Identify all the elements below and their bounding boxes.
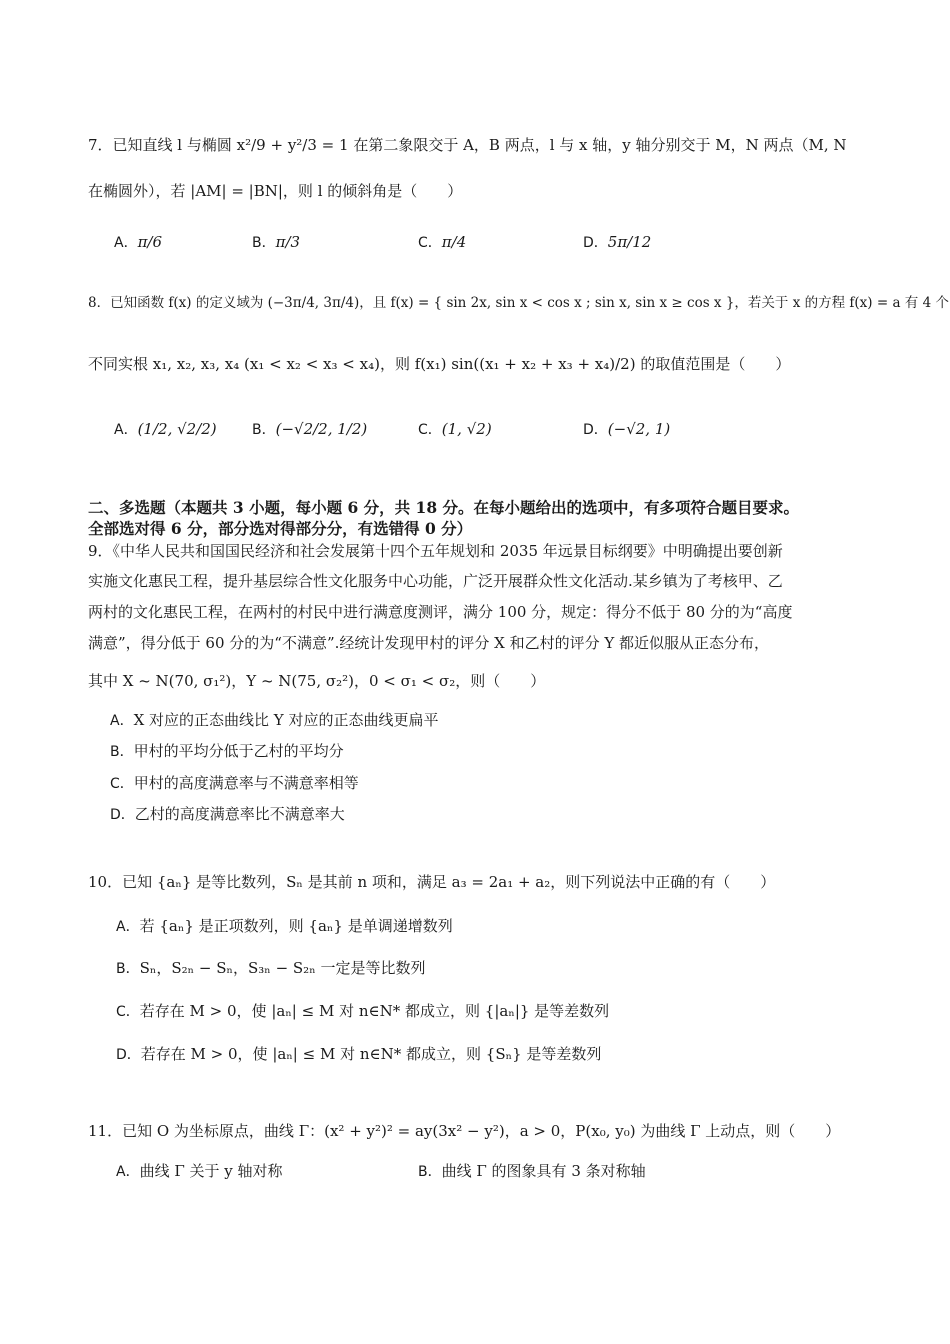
q9-stem-line2: 实施文化惠民工程，提升基层综合性文化服务中心功能，广泛开展群众性文化活动.某乡镇为了考核甲、乙 bbox=[88, 572, 783, 590]
q11-option-b bbox=[418, 1160, 646, 1183]
option-text: 曲线 Γ 关于 y 轴对称 bbox=[139, 1162, 283, 1180]
q9-option-d bbox=[110, 803, 345, 826]
option-label: A． bbox=[114, 235, 138, 251]
option-text: Sₙ，S₂ₙ − Sₙ，S₃ₙ − S₂ₙ 一定是等比数列 bbox=[139, 959, 426, 977]
q10-option-c bbox=[116, 1000, 609, 1023]
option-text: 甲村的平均分低于乙村的平均分 bbox=[133, 742, 344, 760]
q8-stem-line1: 8．已知函数 f(x) 的定义域为 (−3π/4, 3π/4)，且 f(x) = { sin 2x, sin x < cos x ; sin x, sin x ≥ cos x }，若关于 x 的方程 f(x) = a 有 4 个 bbox=[88, 295, 949, 311]
q10-option-d bbox=[116, 1043, 601, 1066]
q8-option-d bbox=[583, 418, 670, 441]
q8-option-c bbox=[418, 418, 492, 441]
option-label: B． bbox=[252, 422, 276, 438]
option-value: (−√2/2, 1/2) bbox=[275, 420, 368, 438]
option-label: B． bbox=[418, 1164, 442, 1180]
option-text: 若 {aₙ} 是正项数列，则 {aₙ} 是单调递增数列 bbox=[139, 917, 453, 935]
q10-option-b bbox=[116, 957, 425, 980]
option-text: 甲村的高度满意率与不满意率相等 bbox=[133, 774, 359, 792]
option-label: A． bbox=[116, 919, 140, 935]
option-label: D． bbox=[583, 422, 608, 438]
option-value: (1, √2) bbox=[441, 420, 492, 438]
q7-option-b bbox=[252, 231, 300, 254]
section-heading-line2: 全部选对得 6 分，部分选对得部分分，有选错得 0 分） bbox=[88, 519, 473, 538]
q8-option-a bbox=[114, 418, 217, 441]
q8-option-b bbox=[252, 418, 367, 441]
q7-stem-line2: 在椭圆外），若 |AM| = |BN|，则 l 的倾斜角是（ ） bbox=[88, 182, 463, 200]
q9-stem-line5: 其中 X ~ N(70, σ₁²)，Y ~ N(75, σ₂²)，0 < σ₁ < σ₂，则（ ） bbox=[88, 672, 546, 690]
q7-option-a bbox=[114, 231, 162, 254]
option-label: D． bbox=[110, 807, 135, 823]
option-text: 若存在 M > 0，使 |aₙ| ≤ M 对 n∈N* 都成立，则 {Sₙ} 是等差数列 bbox=[140, 1045, 602, 1063]
option-label: C． bbox=[418, 422, 442, 438]
option-text: 若存在 M > 0，使 |aₙ| ≤ M 对 n∈N* 都成立，则 {|aₙ|} 是等差数列 bbox=[139, 1002, 610, 1020]
option-label: B． bbox=[116, 961, 140, 977]
option-label: A． bbox=[110, 713, 134, 729]
q7-option-c bbox=[418, 231, 466, 254]
option-label: B． bbox=[110, 744, 134, 760]
section-heading-line1: 二、多选题（本题共 3 小题，每小题 6 分，共 18 分。在每小题给出的选项中，有多项符合题目要求。 bbox=[88, 498, 800, 517]
q9-stem-line3: 两村的文化惠民工程，在两村的村民中进行满意度测评，满分 100 分，规定：得分不低于 80 分的为“高度 bbox=[88, 603, 793, 621]
q9-option-c bbox=[110, 772, 359, 795]
option-value: π/6 bbox=[137, 233, 163, 251]
q11-stem: 11．已知 O 为坐标原点，曲线 Γ：(x² + y²)² = ay(3x² − y²)，a > 0，P(x₀, y₀) 为曲线 Γ 上动点，则（ ） bbox=[88, 1122, 841, 1140]
q7-option-d bbox=[583, 231, 651, 254]
option-text: X 对应的正态曲线比 Y 对应的正态曲线更扁平 bbox=[133, 711, 439, 729]
q7-stem-line1: 7．已知直线 l 与椭圆 x²/9 + y²/3 = 1 在第二象限交于 A，B 两点，l 与 x 轴，y 轴分别交于 M，N 两点（M, N bbox=[88, 136, 847, 154]
option-value: (1/2, √2/2) bbox=[137, 420, 217, 438]
option-text: 曲线 Γ 的图象具有 3 条对称轴 bbox=[441, 1162, 646, 1180]
option-label: D． bbox=[583, 235, 608, 251]
q9-option-a bbox=[110, 709, 438, 732]
q9-stem-line4: 满意”，得分低于 60 分的为“不满意”.经统计发现甲村的评分 X 和乙村的评分 Y 都近似服从正态分布， bbox=[88, 634, 770, 652]
q8-stem-line2: 不同实根 x₁, x₂, x₃, x₄ (x₁ < x₂ < x₃ < x₄)，则 f(x₁) sin((x₁ + x₂ + x₃ + x₄)/2) 的取值范围是（ ） bbox=[88, 355, 791, 373]
q9-option-b bbox=[110, 740, 344, 763]
option-label: C． bbox=[116, 1004, 140, 1020]
q9-stem-line1: 9．《中华人民共和国国民经济和社会发展第十四个五年规划和 2035 年远景目标纲要》中明确提出要创新 bbox=[88, 542, 783, 560]
option-value: (−√2, 1) bbox=[607, 420, 671, 438]
option-label: A． bbox=[116, 1164, 140, 1180]
option-label: A． bbox=[114, 422, 138, 438]
option-label: D． bbox=[116, 1047, 141, 1063]
q10-option-a bbox=[116, 915, 453, 938]
option-value: 5π/12 bbox=[607, 233, 652, 251]
q10-stem: 10．已知 {aₙ} 是等比数列，Sₙ 是其前 n 项和，满足 a₃ = 2a₁ + a₂，则下列说法中正确的有（ ） bbox=[88, 873, 776, 891]
option-label: B． bbox=[252, 235, 276, 251]
option-label: C． bbox=[418, 235, 442, 251]
option-text: 乙村的高度满意率比不满意率大 bbox=[134, 805, 345, 823]
option-value: π/4 bbox=[441, 233, 467, 251]
option-label: C． bbox=[110, 776, 134, 792]
option-value: π/3 bbox=[275, 233, 301, 251]
q11-option-a bbox=[116, 1160, 283, 1183]
